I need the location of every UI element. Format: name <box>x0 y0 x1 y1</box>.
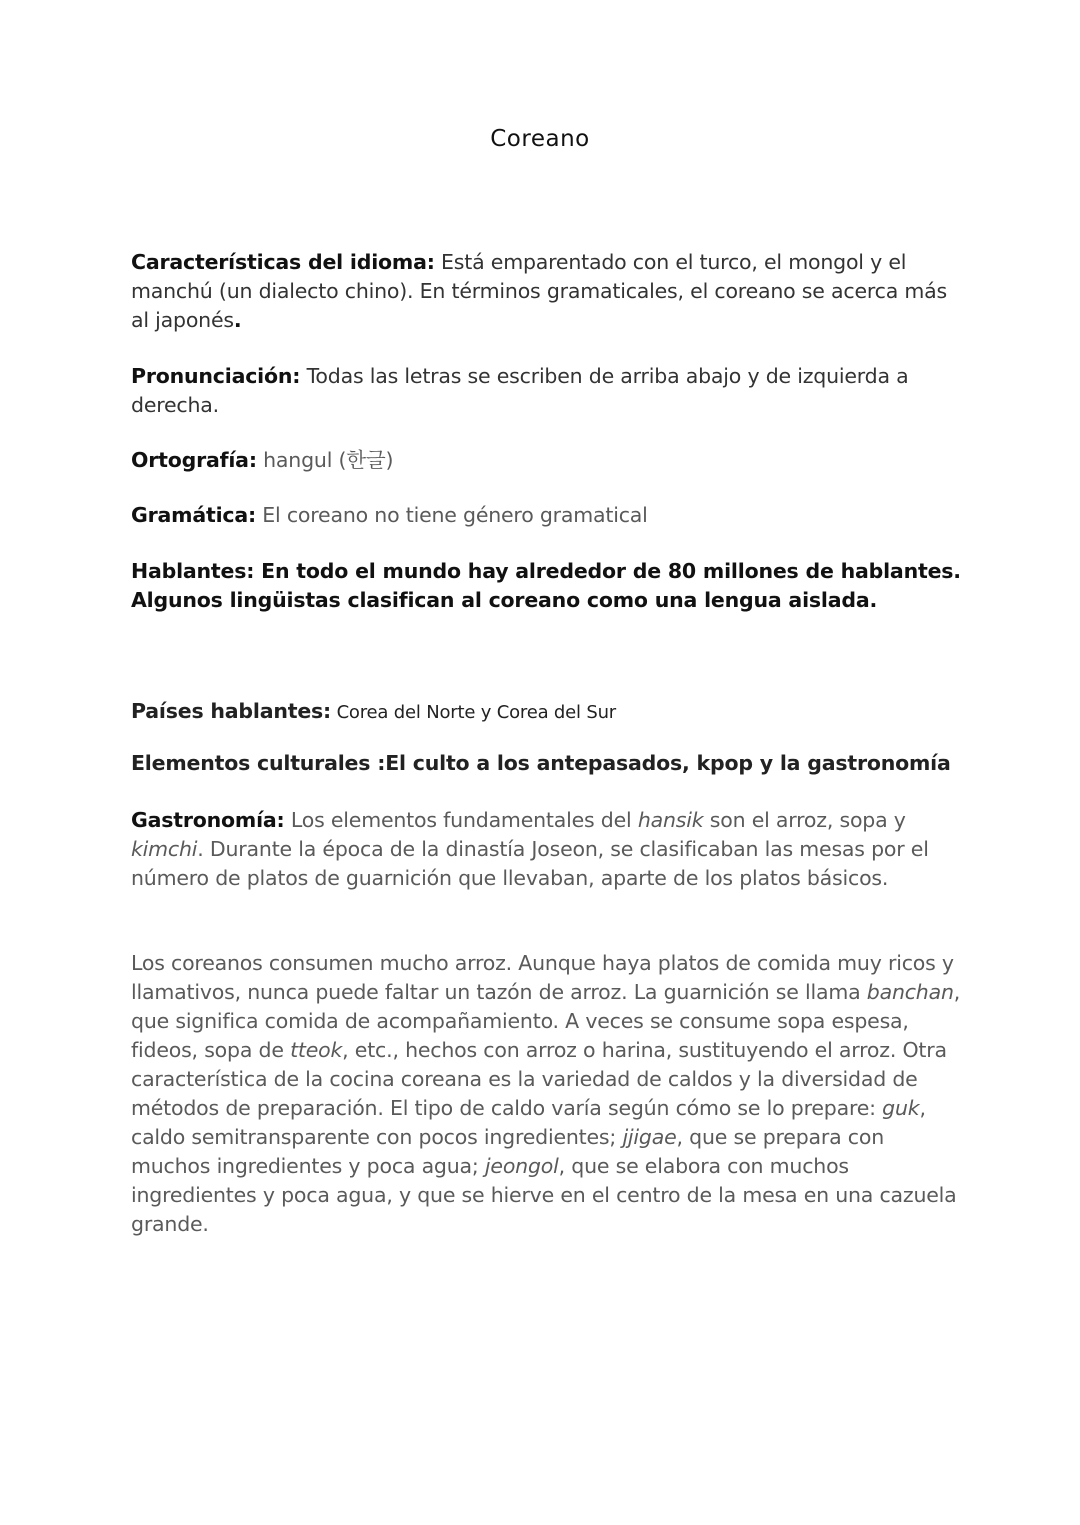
text: , etc., hechos con arroz o harina, sustituyendo el arroz. Otra característica de la cocina coreana es la variedad de caldos y la diversidad de métodos de preparación. El tipo de caldo varía según cómo se lo prepare: <box>131 1038 947 1120</box>
label: Países hablantes: <box>131 699 332 723</box>
paragraph-pronunciacion <box>131 362 961 420</box>
text: hangul (한글) <box>256 448 394 472</box>
text: , que significa comida de acompañamiento. A veces se consume sopa espesa, fideos, sopa de <box>131 980 961 1062</box>
label: Características del idioma: <box>131 250 435 274</box>
text: En todo el mundo hay alrededor de 80 millones de hablantes. Algunos lingüistas clasifican al coreano como una lengua aislada. <box>131 559 961 612</box>
text: , caldo semitransparente con pocos ingredientes; <box>131 1096 926 1149</box>
label: Pronunciación: <box>131 364 301 388</box>
text: Corea del Norte y Corea del Sur <box>331 702 616 723</box>
label: Hablantes: <box>131 559 255 583</box>
text: , que se elabora con muchos ingredientes y poca agua, y que se hierve en el centro de la mesa en una cazuela grande. <box>131 1154 957 1236</box>
label: Gastronomía: <box>131 808 285 832</box>
text: . Durante la época de la dinastía Joseon, se clasificaban las mesas por el número de platos de guarnición que llevaban, aparte de los platos básicos. <box>131 837 929 890</box>
italic-term: jjigae <box>622 1125 677 1149</box>
italic-term: hansik <box>637 808 704 832</box>
label: Elementos culturales : <box>131 751 386 775</box>
italic-term: kimchi <box>131 837 198 861</box>
paragraph-arroz <box>131 949 961 1239</box>
text: son el arroz, sopa y <box>703 808 906 832</box>
paragraph-caracteristicas <box>131 248 961 335</box>
paragraph-elementos <box>131 749 981 778</box>
paragraph-ortografia <box>131 446 961 475</box>
text-end: . <box>233 308 242 332</box>
text: El coreano no tiene género gramatical <box>255 503 648 527</box>
document-title: Coreano <box>490 126 590 152</box>
text: Los elementos fundamentales del <box>284 808 638 832</box>
text: Todas las letras se escriben de arriba abajo y de izquierda a derecha. <box>131 364 909 417</box>
italic-term: jeongol <box>484 1154 559 1178</box>
label: Gramática: <box>131 503 256 527</box>
paragraph-gastronomia <box>131 806 961 893</box>
italic-term: tteok <box>290 1038 343 1062</box>
paragraph-hablantes <box>131 557 961 615</box>
italic-term: guk <box>882 1096 920 1120</box>
italic-term: banchan <box>866 980 954 1004</box>
paragraph-paises <box>131 697 961 727</box>
paragraph-gramatica <box>131 501 961 530</box>
text: Los coreanos consumen mucho arroz. Aunque haya platos de comida muy ricos y llamativos, nunca puede faltar un tazón de arroz. La guarnición se llama <box>131 951 954 1004</box>
text: Está emparentado con el turco, el mongol y el manchú (un dialecto chino). En términos gramaticales, el coreano se acerca más al japonés <box>131 250 948 332</box>
label: Ortografía: <box>131 448 257 472</box>
text: , que se prepara con muchos ingredientes y poca agua; <box>131 1125 884 1178</box>
text: El culto a los antepasados, kpop y la gastronomía <box>385 751 951 775</box>
